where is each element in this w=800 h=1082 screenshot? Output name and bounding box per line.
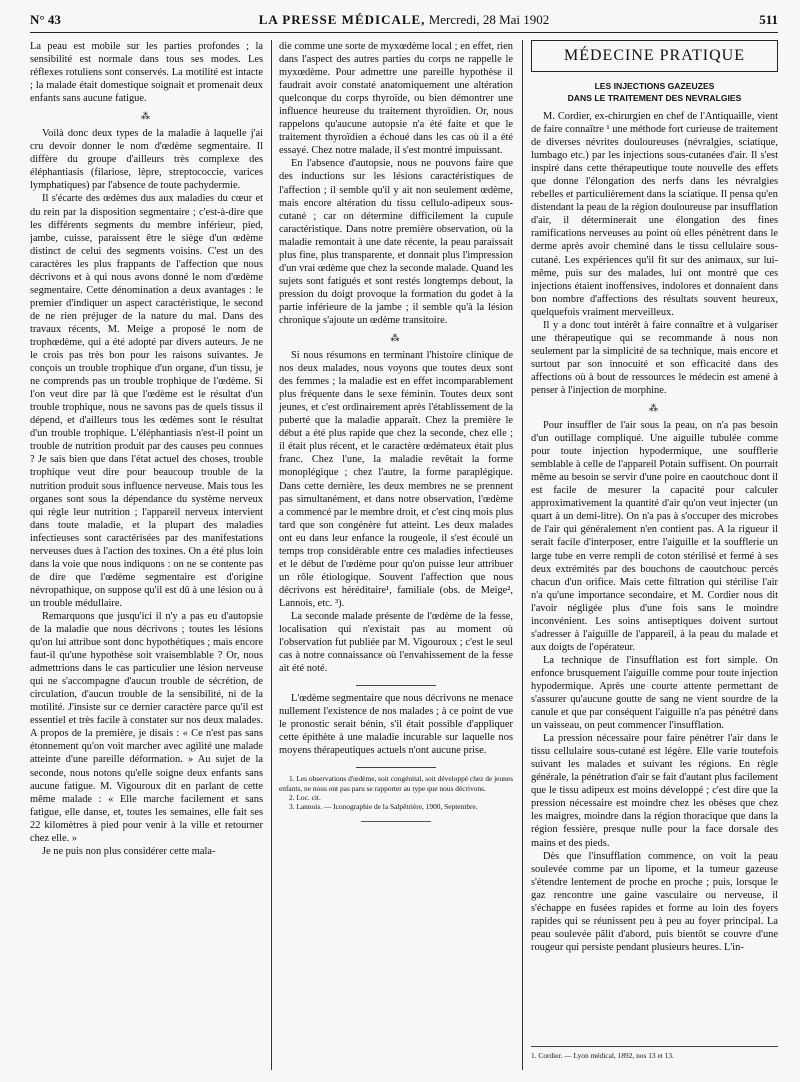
paragraph: M. Cordier, ex-chirurgien en chef de l'Antiquaille, vient de faire connaître ¹ une méthode fort curieuse de traitement de diverses névrites douloureuses (névralgies, sciatique, lumbago etc.) par les injections sous-cutanées d'air. Il s'est inspiré dans cette thérapeutique toute nouvelle des effets que donne l'élongation des nerfs dans les névralgies rebelles et particulièrement dans la sciatique. Il pensa qu'en distendant la peau de la région douloureuse par insufflation d'air, il déterminerait une élongation des fines ramifications nerveuses au point où elles pénètrent dans le derme après avoir cheminé dans le tissu cellulaire sous-cutané. Les expériences qu'il fit sur des animaux, sur lui-même, puis sur des malades, lui ont montré que ces injections étaient inoffensives, indolores et donnaient dans bon nombre d'affections des résultats souvent heureux, quelquefois vraiment merveilleux.	[531, 111, 778, 318]
paragraph: La technique de l'insufflation est fort simple. On enfonce brusquement l'aiguille comme pour toute injection hypodermique. Après une courte attente permettant de s'assurer qu'aucune goutte de sang ne vient sourdre de la canule et que par conséquent l'aiguille n'a pas pénétré dans un vaisseau, on peut commencer l'insufflation.	[531, 654, 778, 732]
page-header	[30, 8, 778, 33]
article-title	[531, 80, 778, 104]
paragraph: Voilà donc deux types de la maladie à laquelle j'ai cru devoir donner le nom d'œdème segmentaire. Il diffère du groupe d'ailleurs très complexe des éléphantiasis (filariose, lèpre, streptococcie, varices lymphatiques) par l'absence de toute pachydermie.	[30, 128, 263, 192]
paragraph: Il y a donc tout intérêt à faire connaître et à vulgariser une thérapeutique qui se recommande à nous non seulement par la simplicité de sa technique, mais encore et surtout par son innocuité et son efficacité dans des affections où à bout de ressources le médecin est amené à penser à l'injection de morphine.	[531, 319, 778, 396]
issue-number: N° 43	[30, 12, 61, 27]
footnote-rule	[356, 767, 436, 768]
article-title-line-2: DANS LE TRAITEMENT DES NEVRALGIES	[567, 93, 742, 103]
paragraph: La seconde malade présente de l'œdème de la fesse, localisation qui n'existait pas au moment où l'observation fut publiée par M. Vigouroux ; c'est le seul cas à notre connaissance où l'envahissement de la fesse ait été noté.	[279, 610, 513, 675]
footnote: 1. Les observations d'œdème, soit congénital, soit développé chez de jeunes enfants, ne nous ont pas paru se rapporter au type que nous décrivons.	[279, 774, 513, 793]
paragraph: Je ne puis non plus considérer cette mala-	[42, 845, 216, 857]
section-ornament: ⁂	[390, 333, 402, 344]
column-3	[531, 40, 778, 1072]
footnote: 3. Lannois. — Iconographie de la Salpêtrière, 1900, Septembre.	[289, 802, 478, 812]
page-number: 511	[759, 12, 778, 27]
journal-line	[30, 12, 778, 28]
end-ornament	[361, 821, 431, 826]
column-divider	[271, 40, 272, 1070]
paragraph: La peau est mobile sur les parties profondes ; la sensibilité est normale dans tous ses modes. Les réflexes rotuliens sont conservés. La motilité est intacte ; la malade était domestique soignait et promenait deux enfants sans aucune fatigue.	[30, 41, 263, 105]
column-2	[279, 40, 513, 1072]
paragraph: La pression nécessaire pour faire pénétrer l'air dans le tissu cellulaire sous-cutané est légère. Elle varie toutefois suivant les malades et suivant les régions. En règle générale, la pénétration d'air se fait d'autant plus facilement que le tissu adipeux est moins développé ; c'est dire que la pression nécessaire est moindre chez les obèses que chez les maigres, moindre dans la région thoracique que dans la région fessière, presque nulle pour la face dorsale des mains et des pieds.	[531, 733, 778, 849]
paragraph: die comme une sorte de myxœdème local ; en effet, rien dans l'aspect des autres parties du corps ne rappelle le myxœdème. Pour admettre une pareille hypothèse il faudrait avoir constaté anatomiquement une altération quelconque du corps thyroïde, ou bien démontrer une influence heureuse du traitement thyroïdien. Or, nous rappelons qu'aucune autopsie n'a été faite et que le traitement thyroïdien a échoué dans les cas où il a été essayé. Chez notre malade, il s'est montré impuissant.	[279, 41, 513, 157]
paragraph: Remarquons que jusqu'ici il n'y a pas eu d'autopsie de la maladie que nous décrivons ; toutes les lésions qu'on lui attribue sont donc hypothétiques ; mais encore faut-il qu'une hypothèse soit vraisemblable ? Or, nous admettrions dans le cas particulier une lésion nerveuse qui ne s'accompagne d'aucun trouble de sécrétion, de circulation, d'aucun trouble de la sensibilité, ni de la motilité. J'insiste sur ce dernier caractère parce qu'il est essentiel et très facile à constater sur nos deux malades. A propos de la première, je disais : « Ce n'est pas sans étonnement qu'on voit marcher avec agilité une malade atteinte d'une pareille déformation. » Au sujet de la seconde, nous notons qu'elle soigne deux enfants sans aucune fatigue. M. Vigouroux dit en parlant de cette même malade : « Elle marche facilement et sans fatigue, elle danse, et, toutes les semaines, elle fait ses 22 kilomètres à pied pour venir à la ville et retourner chez elle. »	[30, 610, 263, 844]
paragraph: Pour insuffler de l'air sous la peau, on n'a pas besoin d'un outillage compliqué. Une aiguille tubulée comme pour toute injection hypodermique, une soufflerie semblable à celle de l'appareil Potain suffisent. On pourrait même au besoin se servir d'une poire en caoutchouc dont il est facile de mesurer la capacité pour calculer approximativement la quantité d'air qu'on veut injecter (un quart à un demi-litre). On n'a pas à s'occuper des microbes de l'air qui généralement n'en contient pas. A la rigueur il serait facile d'interposer, entre l'aiguille et la soufflerie un large tube en verre rempli de coton stérilisé et fermé à ses deux extrémités par des bouchons de caoutchouc percés chacun d'un orifice. Mais cette filtration qui stérilise l'air n'a qu'une importance secondaire, et M. Cordier nous dit l'avoir négligée plus d'une fois sans le moindre inconvénient. Les soins antiseptiques doivent surtout s'adresser à l'aiguille de l'appareil, à la peau du malade et aux doigts de l'opérateur.	[531, 420, 778, 653]
separator-rule	[356, 685, 436, 686]
issue-date: Mercredi, 28 Mai 1902	[428, 12, 550, 27]
column-divider	[522, 40, 523, 1070]
paragraph: En l'absence d'autopsie, nous ne pouvons faire que des inductions sur les lésions caractéristiques de l'affection ; il semble qu'il y ait non seulement œdème, mais encore altération du tissu cellulo-adipeux sous-cutané ; car on détermine difficilement la cupule caractéristique. Dans notre première observation, où la maladie remontait à une date récente, la peau paraissait plus fine, plus transparente, et donnait plus l'impression d'un vrai œdème que chez la seconde malade. Quand les sujets sont fatigués et sont restés longtemps debout, la pression du doigt provoque la formation du godet à la partie inférieure de la jambe ; il semble qu'à la lésion chronique s'ajoute un œdème transitoire.	[279, 158, 513, 326]
paragraph: L'œdème segmentaire que nous décrivons ne menace nullement l'existence de nos malades ; à ce point de vue le pronostic serait bénin, s'il était possible d'appliquer cette épithète à une maladie incurable sur laquelle nos moyens thérapeutiques actuels n'ont aucune prise.	[279, 693, 513, 757]
footnote: 2. Loc. cit.	[289, 792, 321, 802]
footnote: 1. Cordier. — Lyon médical, 1892, nos 13 et 13.	[531, 1046, 778, 1060]
section-ornament: ⁂	[649, 403, 660, 414]
footnotes	[279, 774, 513, 811]
paragraph: Si nous résumons en terminant l'histoire clinique de nos deux malades, nous voyons que toutes deux sont des femmes ; la maladie est en effet incomparablement plus fréquente dans le sexe féminin. Toutes deux sont jeunes, et c'est ordinairement après l'établissement de la puberté que la maladie apparaît. Chez la première le début a été plus rapide que chez la seconde, chez elle ; il était plus récent, et le caractère œdémateux était plus franc. Chez l'une, la maladie revêtait la forme monoplégique ; chez l'autre, la forme paraplégique. Dans cette dernière, les deux membres ne se prennent pas simultanément, et dans notre observation, l'œdème a commencé par le membre droit, et c'est cinq mois plus tard que son congénère fut atteint. Les deux malades ont eu dans leur enfance la rougeole, il s'est écoulé un temps trop considérable entre ces maladies infectieuses et le début de l'œdème pour qu'on puisse leur attribuer un rôle étiologique. Souvent l'affection que nous décrivons est héréditaire¹, familiale (obs. de Meige², Lannois, etc. ³).	[279, 350, 513, 609]
article-title-line-1: LES INJECTIONS GAZEUZES	[594, 81, 715, 91]
section-ornament: ⁂	[141, 111, 152, 122]
journal-title: LA PRESSE MÉDICALE,	[258, 12, 426, 27]
paragraph: Il s'écarte des œdèmes dus aux maladies du cœur et du rein par la disposition segmentaire ; c'est-à-dire que les différents segments du membre inférieur, pied, jambe, cuisse, paraissent être le siège d'un œdème distinct de celui des segments voisins. C'est un des caractères les plus frappants de l'affection que nous décrivons et à qui nous avons donné le nom d'œdème segmentaire. Cette dénomination a deux avantages : le premier d'indiquer un aspect caractéristique, le second de ne rien préjuger de la nature du mal. Dans des travaux récents, M. Meige a proposé le nom de trophœdème, qui a été adopté par divers auteurs. Je ne le crois pas très bon pour les raisons suivantes. Je conçois un trouble trophique d'un organe, d'un tissu, je ne comprends pas un trouble trophique de l'œdème. Si l'on veut dire par là que l'œdème est le résultat d'un trouble trophique, nous ne savons pas de quels tissus il dépend, et d'ailleurs tous les œdèmes sont le résultat d'un trouble trophique. L'éléphantiasis n'est-il point un trouble de nutrition produit par des causes peu connues ? Je sais bien que dans l'état actuel des choses, trouble trophique veut dire pour beaucoup trouble de la nutrition produit sous influence nerveuse. Mais tous les organes sont sous la dépendance du système nerveux qui règle leur nutrition ; l'appareil nerveux intervient dans toute maladie, et la plupart des maladies infectieuses sont caractérisées par des manifestations nerveuses dues à l'action des toxines. On a été plus loin dans la voie que nous indiquons : on ne se contente pas de dire que l'œdème segmentaire est d'origine névropathique, on suppose qu'il est dû à une lésion ou à un trouble médullaire.	[30, 193, 263, 609]
section-title: MÉDECINE PRATIQUE	[531, 40, 778, 72]
column-1	[30, 40, 263, 1072]
paragraph: Dès que l'insufflation commence, on voit la peau soulevée comme par un lipome, et la tumeur gazeuse s'étendre lentement de proche en proche ; puis, lorsque le gaz rencontre une gaine vasculaire ou nerveuse, il s'échappe en fusées rapides et forme au loin des foyers rapides qui se réunissent peu à peu au foyer principal. La peau soulevée pâlit d'abord, puis bientôt se couvre d'une rougeur qui persiste pendant plusieurs heures. L'in-	[531, 850, 778, 953]
